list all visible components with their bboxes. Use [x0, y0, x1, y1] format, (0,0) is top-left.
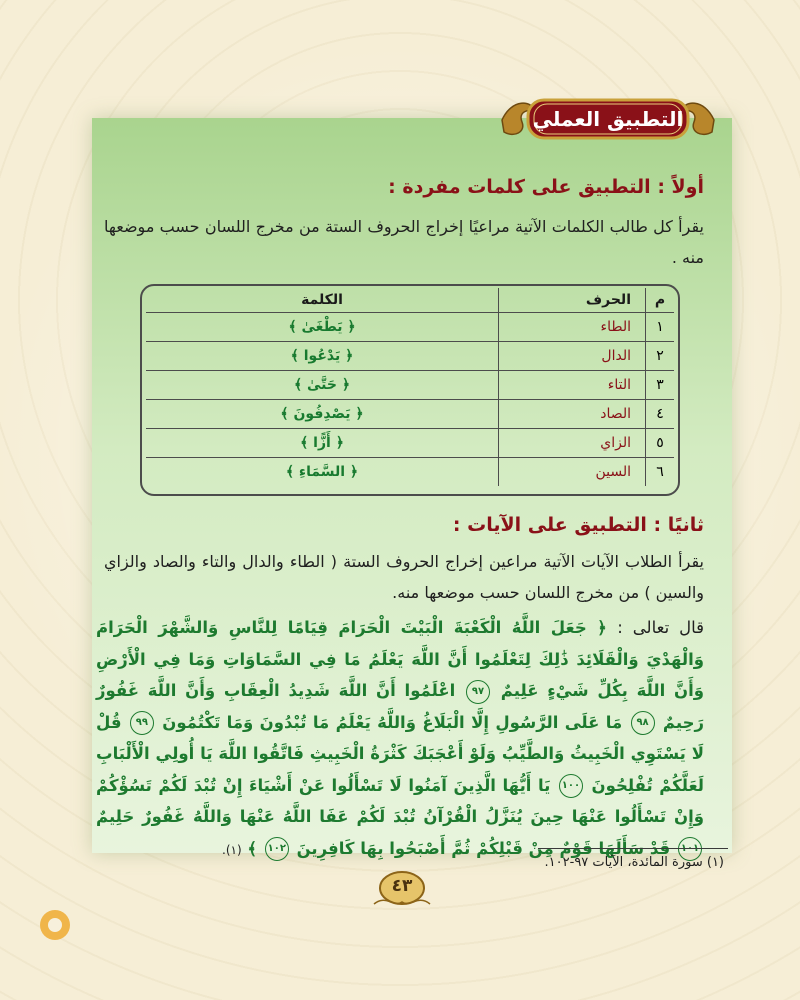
verse-text: اعْلَمُوا أَنَّ اللَّهَ شَدِيدُ الْعِقَابِ وَأَنَّ اللَّهَ غَفُورٌ رَحِيمٌ	[96, 681, 704, 732]
row-word: ﴿ يَدْعُوا ﴾	[146, 342, 499, 371]
row-word: ﴿ يَصْدِفُونَ ﴾	[146, 400, 499, 429]
quran-passage	[96, 612, 704, 866]
row-num: ٢	[646, 342, 675, 371]
verse-text: يَا أَيُّهَا الَّذِينَ آمَنُوا لَا تَسْأَلُوا عَنْ أَشْيَاءَ إِنْ تُبْدَ لَكُمْ تَسُؤْكُمْ وَإِنْ تَسْأَلُوا عَنْهَا حِينَ يُنَزَّلُ الْقُرْآنُ تُبْدَ لَكُمْ عَفَا اللَّهُ عَنْهَا وَاللَّهُ غَفُورٌ حَلِيمٌ	[96, 775, 704, 826]
quran-intro: قال تعالى :	[617, 618, 705, 637]
quran-closing: ﴾	[247, 838, 258, 858]
footnote-reference: (١)	[225, 842, 242, 857]
footnote-text: (١) سورة المائدة، الآيات ٩٧-١٠٢.	[544, 855, 724, 870]
row-num: ٦	[646, 458, 675, 487]
header-num: م	[646, 288, 675, 313]
table	[146, 288, 674, 486]
table-row	[146, 429, 674, 458]
verse-number-icon: ١٠٠	[559, 774, 583, 798]
banner-title: التطبيق العملي	[532, 107, 684, 131]
verse-number-icon: ٩٨	[631, 711, 655, 735]
letters-table	[140, 284, 680, 496]
verse-number-icon: ٩٩	[130, 711, 154, 735]
header-letter: الحرف	[499, 288, 646, 313]
verse-text: ﴿ جَعَلَ اللَّهُ الْكَعْبَةَ الْبَيْتَ الْحَرَامَ قِيَامًا لِلنَّاسِ وَالشَّهْرَ الْحَرَامَ وَالْهَدْيَ وَالْقَلَائِدَ ذَٰلِكَ لِتَعْلَمُوا أَنَّ اللَّهَ يَعْلَمُ مَا فِي السَّمَاوَاتِ وَمَا فِي الْأَرْضِ وَأَنَّ اللَّهَ بِكُلِّ شَيْءٍ عَلِيمٌ	[96, 618, 704, 700]
row-letter: الزاي	[499, 429, 646, 458]
verse-text: قُلْ لَا يَسْتَوِي الْخَبِيثُ وَالطَّيِّبُ وَلَوْ أَعْجَبَكَ كَثْرَةُ الْخَبِيثِ فَاتَّقُوا اللَّهَ يَا أُولِي الْأَلْبَابِ لَعَلَّكُمْ تُفْلِحُونَ	[96, 712, 704, 795]
row-word: ﴿ يَطْغَىٰ ﴾	[146, 313, 499, 342]
table-row	[146, 342, 674, 371]
verse-number-icon: ٩٧	[466, 680, 490, 704]
row-letter: الصاد	[499, 400, 646, 429]
row-word: ﴿ أَزًّا ﴾	[146, 429, 499, 458]
section1-instruction: يقرأ كل طالب الكلمات الآتية مراعيًا إخراج الحروف الستة من مخرج اللسان حسب موضعها منه .	[104, 217, 704, 267]
row-num: ٤	[646, 400, 675, 429]
table-row	[146, 313, 674, 342]
section-banner	[492, 92, 724, 148]
verse-text: مَا عَلَى الرَّسُولِ إِلَّا الْبَلَاغُ وَاللَّهُ يَعْلَمُ مَا تُبْدُونَ وَمَا تَكْتُمُونَ	[162, 712, 623, 732]
row-letter: الدال	[499, 342, 646, 371]
section1-heading: أولاً : التطبيق على كلمات مفردة :	[388, 176, 704, 198]
header-word: الكلمة	[146, 288, 499, 313]
row-word: ﴿ حَتَّىٰ ﴾	[146, 371, 499, 400]
section2-instruction: يقرأ الطلاب الآيات الآتية مراعين إخراج الحروف الستة ( الطاء والدال والتاء والصاد والزاي والسين ) من مخرج اللسان حسب موضعها منه.	[104, 552, 704, 602]
publisher-logo-icon	[40, 910, 70, 940]
verse-number-icon: ١٠٢	[265, 837, 289, 861]
row-letter: السين	[499, 458, 646, 487]
row-num: ٥	[646, 429, 675, 458]
passage-end: .	[222, 842, 226, 857]
verse-text: قَدْ سَأَلَهَا قَوْمٌ مِنْ قَبْلِكُمْ ثُمَّ أَصْبَحُوا بِهَا كَافِرِينَ	[296, 838, 671, 858]
table-row	[146, 400, 674, 429]
row-letter: الطاء	[499, 313, 646, 342]
section2-heading: ثانيًا : التطبيق على الآيات :	[452, 514, 704, 536]
row-num: ١	[646, 313, 675, 342]
row-letter: التاء	[499, 371, 646, 400]
footnote-divider	[538, 848, 728, 849]
table-row	[146, 371, 674, 400]
table-row	[146, 458, 674, 487]
page-number: ٤٣	[391, 876, 413, 896]
row-num: ٣	[646, 371, 675, 400]
verse-number-icon: ١٠١	[678, 837, 702, 861]
table-header-row	[146, 288, 674, 313]
row-word: ﴿ السَّمَاءِ ﴾	[285, 464, 359, 480]
